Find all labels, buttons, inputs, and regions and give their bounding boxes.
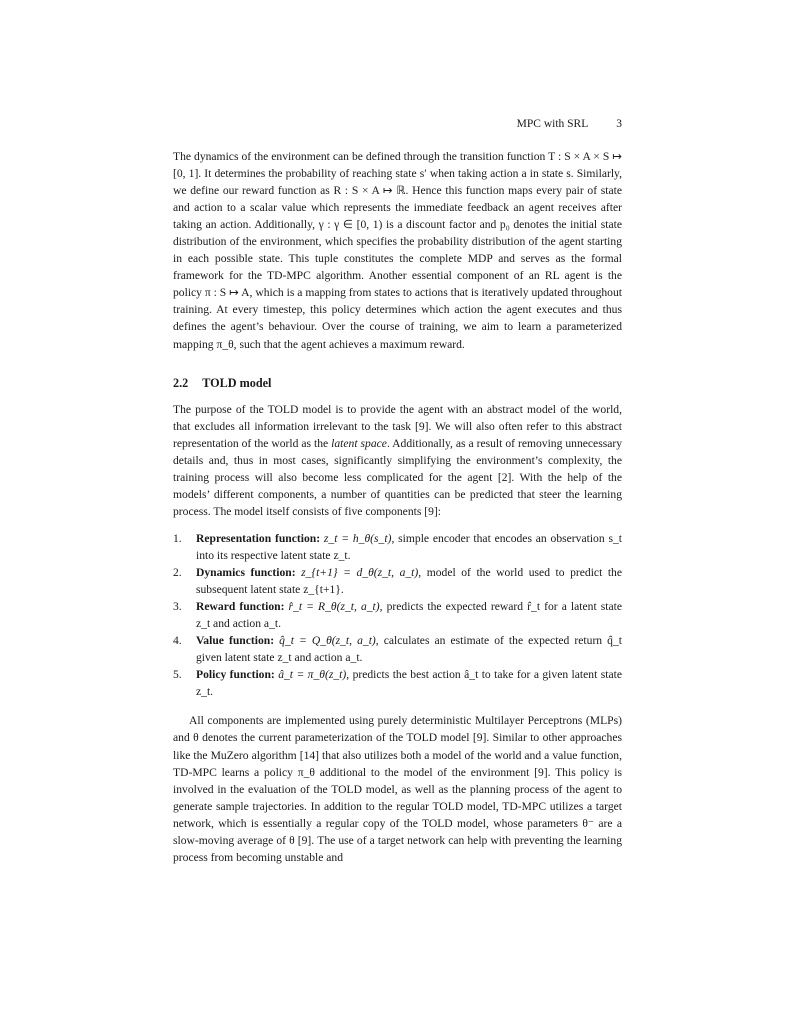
list-item-formula: q̂_t = Q_θ(z_t, a_t)	[279, 634, 376, 648]
list-item-desc: , calculates an estimate of the expected return q̂_t given latent state z_t and action a_t.	[196, 634, 622, 665]
list-item-number: 5.	[173, 668, 182, 682]
latent-space-term: latent space	[331, 436, 387, 450]
list-item-text	[196, 666, 622, 700]
list-item-term: Value function:	[196, 634, 275, 648]
list-item	[173, 632, 622, 666]
paragraph-mdp: The dynamics of the environment can be defined through the transition function T : S × A × S ↦ [0, 1]. It determines the probability of reaching state s′ when taking action a in state s. Similarly, we define our reward function as R : S × A ↦ ℝ. Hence this function maps every pair of state and action to a scalar value which represents the immediate feedback an agent receives after taking an action. Additionally, γ : γ ∈ [0, 1) is a discount factor and p₀ denotes the initial state distribution of the environment, which specifies the probability distribution of the agent starting in each possible state. This tuple constitutes the complete MDP and serves as the formal framework for the TD-MPC algorithm. Another essential component of an RL agent is the policy π : S ↦ A, which is a mapping from states to actions that is iteratively updated throughout training. At every timestep, this policy determines which action the agent executes and thus defines the agent’s behaviour. Over the course of training, we aim to learn a parameterized mapping π_θ, such that the agent achieves a maximum reward.	[173, 150, 622, 351]
list-item-desc: , simple encoder that encodes an observation s_t into its respective latent state z_t.	[196, 531, 622, 562]
list-item	[173, 530, 622, 564]
list-item-desc: , predicts the best action â_t to take for a given latent state z_t.	[196, 668, 622, 699]
list-item-text	[196, 598, 622, 632]
section-number: 2.2	[173, 375, 189, 390]
page-number: 3	[616, 118, 622, 130]
list-item-term: Representation function:	[196, 531, 321, 545]
list-item-text	[196, 564, 622, 598]
running-title: MPC with SRL	[516, 118, 589, 130]
paragraph-mlp: All components are implemented using purely deterministic Multilayer Perceptrons (MLPs) and θ denotes the current parameterization of the TOLD model [9]. Similar to other approaches like the MuZero algorithm [14] that also utilizes both a model of the world and a value function, TD-MPC learns a policy π_θ additional to the model of the environment [9]. This policy is involved in the evaluation of the TOLD model, as well as the planning process of the agent to generate sample trajectories. In addition to the regular TOLD model, TD-MPC utilizes a target network, which is essentially a regular copy of the TOLD model, whose parameters θ⁻ are a slow-moving average of θ [9]. The use of a target network can help with preventing the learning process from becoming unstable and	[173, 714, 622, 864]
list-item-number: 3.	[173, 600, 182, 614]
list-item-term: Dynamics function:	[196, 566, 296, 580]
section-heading	[173, 375, 622, 392]
components-list	[173, 530, 622, 700]
list-item-number: 2.	[173, 566, 182, 580]
list-item	[173, 564, 622, 598]
list-item-formula: â_t = π_θ(z_t)	[278, 668, 347, 682]
list-item-formula: r̂_t = R_θ(z_t, a_t)	[288, 600, 380, 614]
main-text	[173, 148, 622, 866]
list-item	[173, 666, 622, 700]
list-item-text	[196, 632, 622, 666]
list-item	[173, 598, 622, 632]
list-item-term: Policy function:	[196, 668, 275, 682]
told-intro-before: The purpose of the TOLD model is to provide the agent with an abstract model of the world, that excludes all information irrelevant to the task [9]. We will also often refer to this abstract representation of the world as the	[173, 402, 622, 450]
list-item-formula: z_t = h_θ(s_t)	[323, 531, 392, 545]
list-item-desc: , model of the world used to predict the subsequent latent state z_{t+1}.	[196, 566, 622, 597]
list-item-term: Reward function:	[196, 600, 285, 614]
list-item-desc: , predicts the expected reward r̂_t for a latent state z_t and action a_t.	[196, 600, 622, 631]
running-header	[517, 118, 622, 130]
list-item-number: 4.	[173, 634, 182, 648]
told-intro-after: . Additionally, as a result of removing unnecessary details and, thus in most cases, significantly simplifying the environment’s complexity, the training process will also become less complicated for the agent [2]. With the help of the models’ different components, a number of quantities can be predicted that steer the learning process. The model itself consists of five components [9]:	[173, 436, 623, 518]
list-item-number: 1.	[173, 531, 182, 545]
section-title: TOLD model	[202, 375, 272, 390]
list-item-text	[196, 530, 622, 564]
paragraph-told-intro	[173, 401, 622, 520]
list-item-formula: z_{t+1} = d_θ(z_t, a_t)	[301, 566, 419, 580]
